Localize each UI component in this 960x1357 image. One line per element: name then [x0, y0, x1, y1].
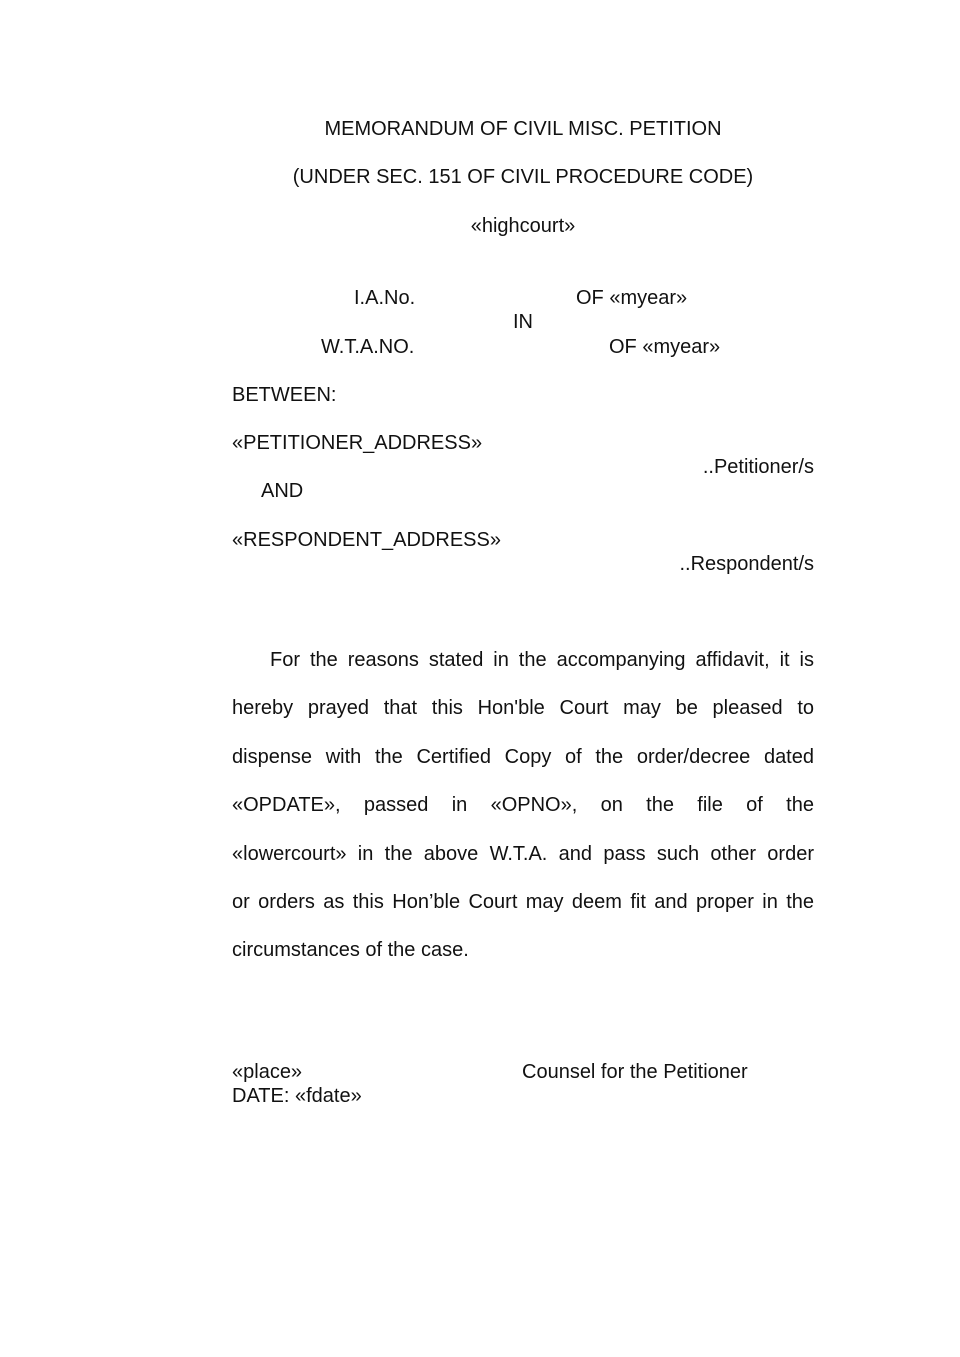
respondent-address-field: «RESPONDENT_ADDRESS» — [232, 529, 501, 551]
document-title: MEMORANDUM OF CIVIL MISC. PETITION — [324, 118, 722, 140]
paragraph-line: dispense with the Certified Copy of the order/decree dated — [232, 745, 814, 768]
counsel-signature-label: Counsel for the Petitioner — [522, 1061, 748, 1083]
paragraph-line: For the reasons stated in the accompanying affidavit, it is — [270, 649, 814, 671]
and-label: AND — [261, 480, 304, 502]
court-name-field: «highcourt» — [470, 215, 576, 237]
petitioner-role: ..Petitioner/s — [702, 456, 814, 478]
petitioner-address-field: «PETITIONER_ADDRESS» — [232, 432, 483, 454]
paragraph-line: «lowercourt» in the above W.T.A. and pass such other order — [232, 842, 814, 865]
paragraph-line: «OPDATE», passed in «OPNO», on the file of the — [232, 794, 814, 817]
respondent-role: ..Respondent/s — [679, 553, 814, 575]
paragraph-line: circumstances of the case. — [232, 939, 469, 962]
ia-year-field: OF «myear» — [576, 287, 688, 309]
in-label: IN — [513, 311, 533, 333]
paragraph-line: or orders as this Hon’ble Court may deem fit and proper in the — [232, 890, 814, 913]
wta-number-label: W.T.A.NO. — [321, 336, 415, 358]
ia-number-label: I.A.No. — [354, 287, 416, 309]
document-subtitle: (UNDER SEC. 151 OF CIVIL PROCEDURE CODE) — [292, 166, 754, 188]
place-field: «place» — [232, 1061, 303, 1083]
prayer-paragraph — [232, 636, 814, 975]
wta-year-field: OF «myear» — [609, 336, 721, 358]
date-field: DATE: «fdate» — [232, 1085, 362, 1107]
paragraph-line: hereby prayed that this Hon'ble Court may be pleased to — [232, 697, 814, 720]
between-label: BETWEEN: — [232, 384, 337, 406]
